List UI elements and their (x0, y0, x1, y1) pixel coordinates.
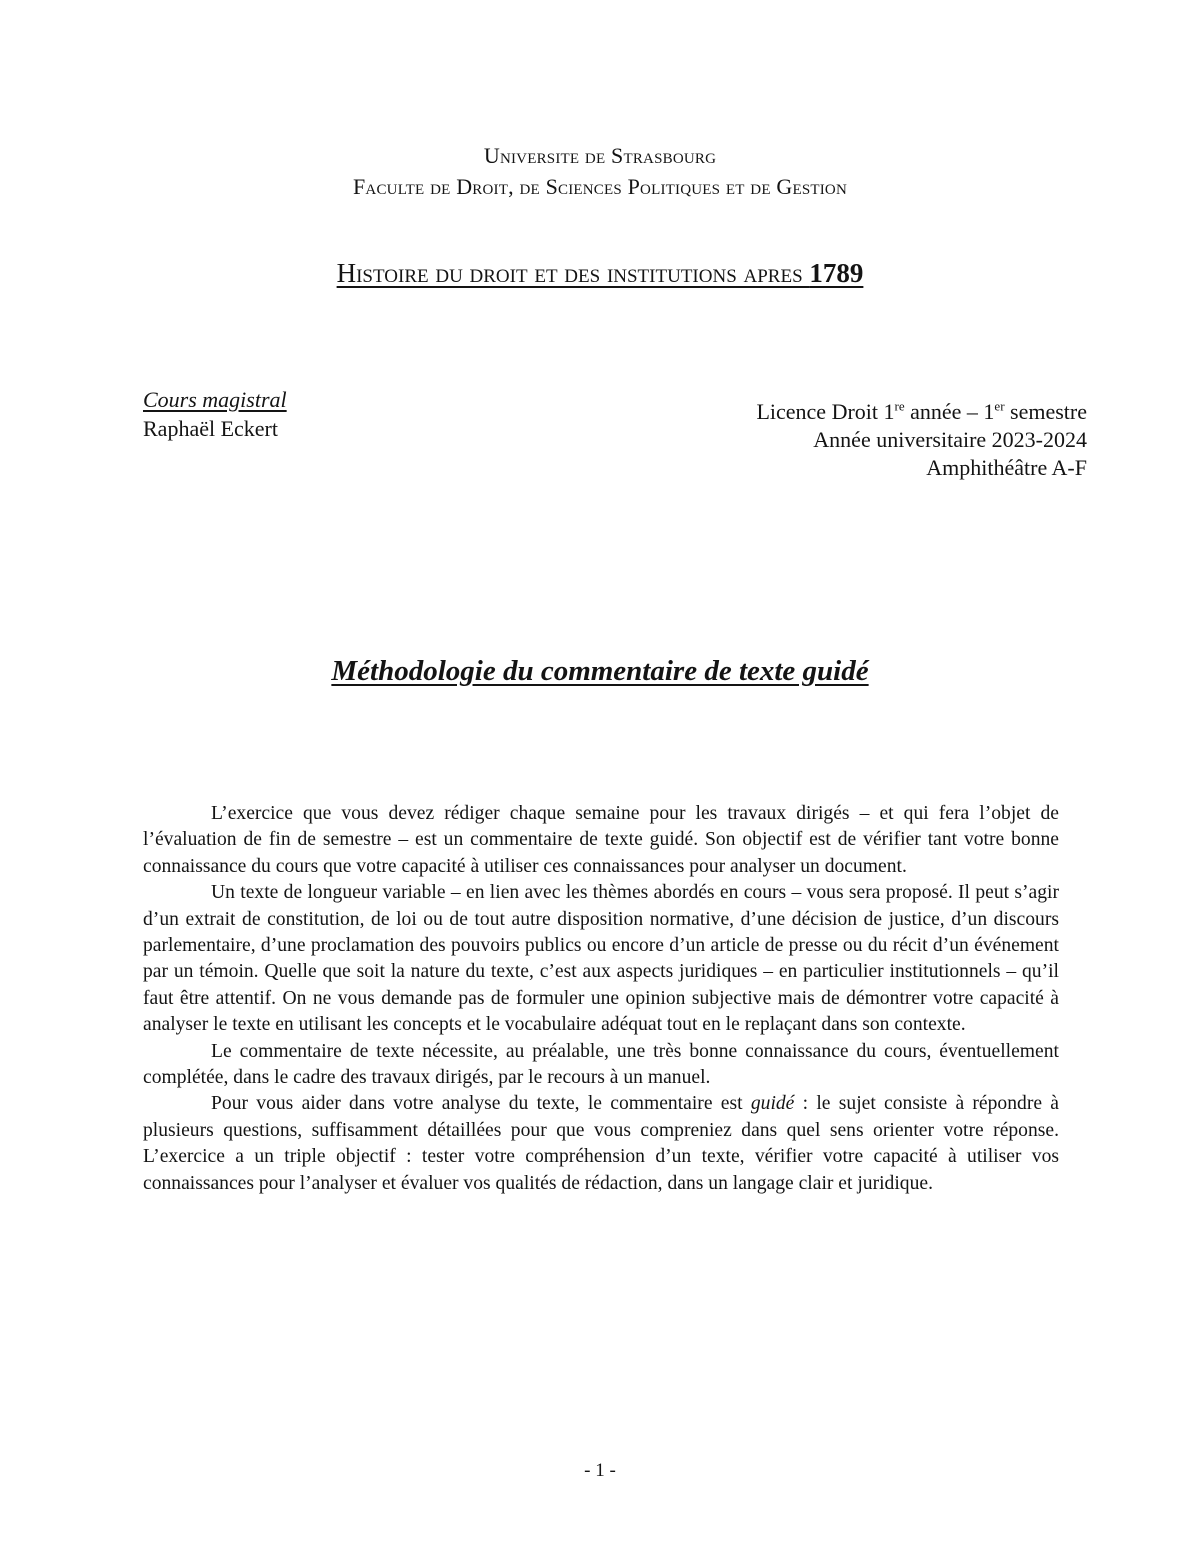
course-title (0, 258, 1200, 289)
course-title-text: Histoire du droit et des institutions apres (336, 258, 810, 288)
body-text (143, 801, 1059, 1197)
paragraph-3: Le commentaire de texte nécessite, au préalable, une très bonne connaissance du cours, éventuellement complétée, dans le cadre des travaux dirigés, par le recours à un manuel. (143, 1040, 1059, 1089)
program-info (756, 398, 1087, 482)
licence-sup-1: re (894, 398, 905, 414)
licence-text-3: semestre (1004, 399, 1087, 424)
lecturer-name: Raphaël Eckert (143, 416, 278, 441)
university-name: Universite de Strasbourg (483, 143, 717, 168)
paragraph-1: L’exercice que vous devez rédiger chaque semaine pour les travaux dirigés – et qui fera l’objet de l’évaluation de fin de semestre – est un commentaire de texte guidé. Son objectif est de vérifier tant votre bonne connaissance du cours que votre capacité à utiliser ces connaissances pour analyser un document. (143, 803, 1059, 877)
course-title-year: 1789 (809, 258, 864, 288)
licence-line (756, 398, 1087, 426)
document-title: Méthodologie du commentaire de texte guidé (331, 655, 869, 687)
lecture-info (143, 385, 287, 443)
page-number: - 1 - (584, 1460, 616, 1481)
faculty-name: Faculte de Droit, de Sciences Politiques et de Gestion (352, 174, 848, 199)
lecture-type: Cours magistral (143, 387, 287, 412)
academic-year: Année universitaire 2023-2024 (813, 427, 1087, 452)
paragraph-4-emphasis: guidé (750, 1093, 795, 1115)
paragraph-4-end: : le sujet consiste à répondre à plusieurs questions, suffisamment détaillées pour que vous compreniez dans quel sens orienter votre réponse. L’exercice a un triple objectif : tester votre compréhension d’un texte, vérifier votre capacité à utiliser vos connaissances pour l’analyser et évaluer vos qualités de rédaction, dans un langage clair et juridique. (143, 1093, 1060, 1194)
document-header (0, 140, 1200, 202)
licence-text-2: année – 1 (904, 399, 995, 424)
licence-text-1: Licence Droit 1 (756, 399, 895, 424)
paragraph-4-start: Pour vous aider dans votre analyse du texte, le commentaire est (211, 1093, 751, 1115)
paragraph-2: Un texte de longueur variable – en lien avec les thèmes abordés en cours – vous sera proposé. Il peut s’agir d’un extrait de constitution, de loi ou de tout autre disposition normative, d’une décision de justice, d’un discours parlementaire, d’une proclamation des pouvoirs publics ou encore d’un article de presse ou du récit d’un événement par un témoin. Quelle que soit la nature du texte, c’est aux aspects juridiques – en particulier institutionnels – qu’il faut être attentif. On ne vous demande pas de formuler une opinion subjective mais de démontrer votre capacité à analyser le texte en utilisant les concepts et le vocabulaire adéquat tout en le replaçant dans son contexte. (143, 882, 1059, 1036)
paragraph-4 (143, 1091, 1059, 1197)
licence-sup-2: er (994, 398, 1005, 414)
amphitheatre: Amphithéâtre A-F (926, 455, 1087, 480)
